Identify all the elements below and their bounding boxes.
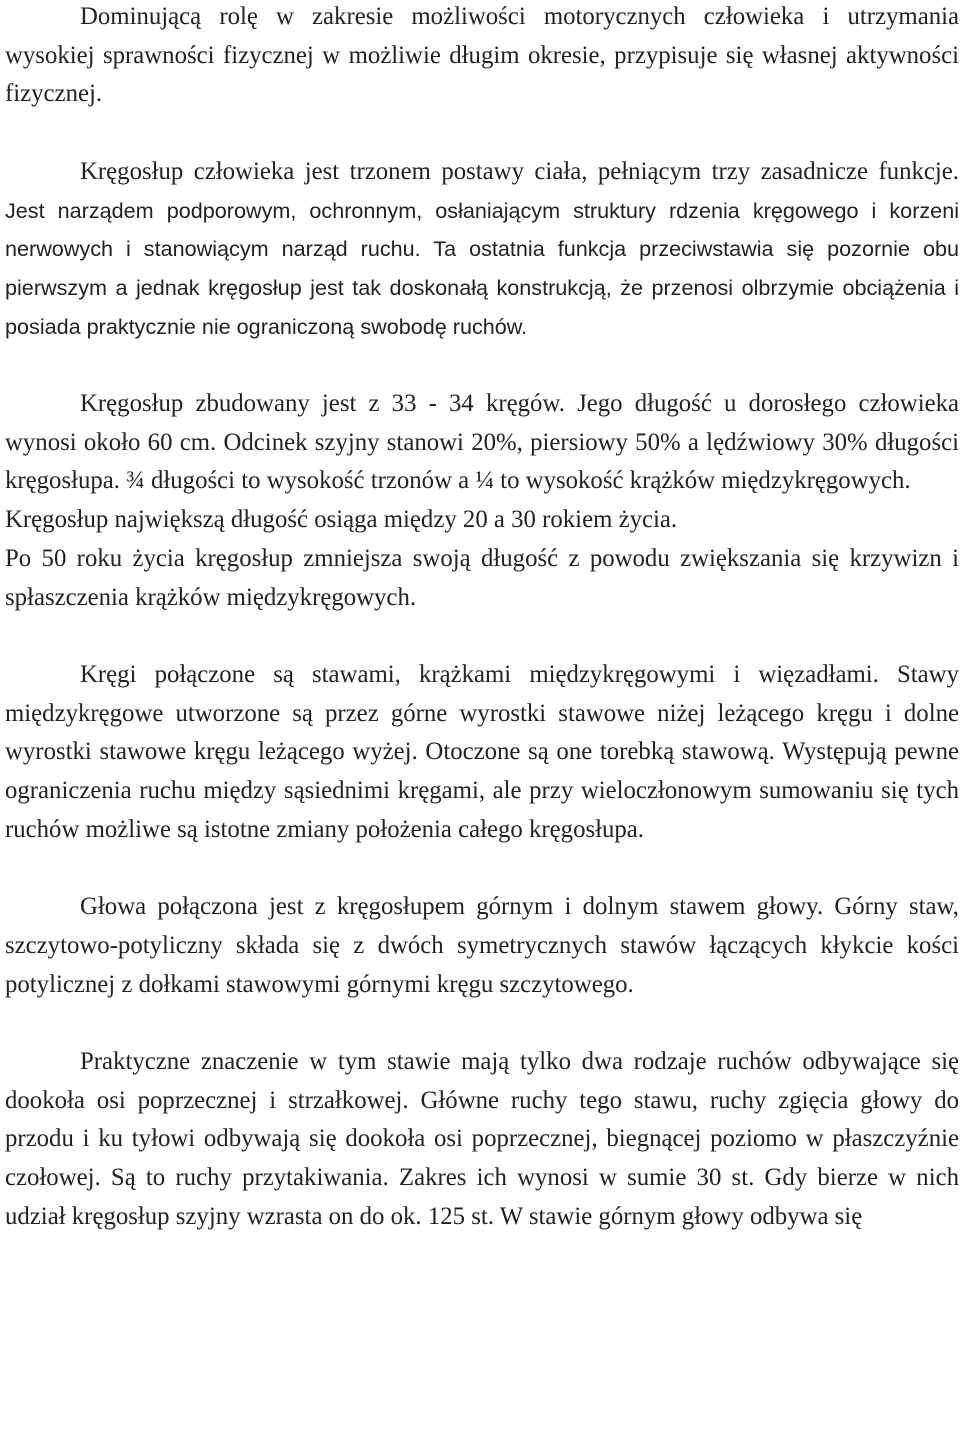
document-page <box>5 0 959 1236</box>
paragraph-gap <box>5 114 959 153</box>
spine-functions-intro: Kręgosłup człowieka jest trzonem postawy ciała, pełniącym trzy zasadnicze funkcje. <box>80 157 959 185</box>
paragraph-vertebral-joints: Kręgi połączone są stawami, krążkami międzykręgowymi i więzadłami. Stawy międzykręgowe utworzone są przez górne wyrostki stawowe niżej leżącego kręgu i dolne wyrostki stawowe kręgu leżącego wyżej. Otoczone są one torebką stawową. Występują pewne ograniczenia ruchu między sąsiednimi kręgami, ale przy wieloczłonowym sumowaniu się tych ruchów możliwe są istotne zmiany położenia całego kręgosłupa. <box>5 660 959 843</box>
paragraph-head-joints: Głowa połączona jest z kręgosłupem górnym i dolnym stawem głowy. Górny staw, szczytowo-potyliczny składa się z dwóch symetrycznych stawów łączących kłykcie kości potylicznej z dołkami stawowymi górnymi kręgu szczytowego. <box>5 893 959 998</box>
paragraph-spine-structure: Kręgosłup zbudowany jest z 33 - 34 kręgów. Jego długość u dorosłego człowieka wynosi około 60 cm. Odcinek szyjny stanowi 20%, piersiowy 50% a lędźwiowy 30% długości kręgosłupa. ¾ długości to wysokość trzonów a ¼ to wysokość krążków międzykręgowych. <box>5 390 959 495</box>
spine-functions-detail: Jest narządem podporowym, ochronnym, osłaniającym struktury rdzenia kręgowego i korzeni nerwowych i stanowiącym narząd ruchu. Ta ostatnia funkcja przeciwstawia się pozornie obu pierwszym a jednak kręgosłup jest tak doskonałą konstrukcją, że przenosi olbrzymie obciążenia i posiada praktycznie nie ograniczoną swobodę ruchów. <box>5 197 959 339</box>
paragraph-spine-aging: Po 50 roku życia kręgosłup zmniejsza swoją długość z powodu zwiększania się krzywizn i spłaszczenia krążków międzykręgowych. <box>5 544 959 611</box>
paragraph-gap <box>5 849 959 888</box>
paragraph-gap <box>5 1004 959 1043</box>
paragraph-joint-movements: Praktyczne znaczenie w tym stawie mają tylko dwa rodzaje ruchów odbywające się dookoła osi poprzecznej i strzałkowej. Główne ruchy tego stawu, ruchy zgięcia głowy do przodu i ku tyłowi odbywają się dookoła osi poprzecznej, biegnącej poziomo w płaszczyźnie czołowej. Są to ruchy przytakiwania. Zakres ich wynosi w sumie 30 st. Gdy bierze w nich udział kręgosłup szyjny wzrasta on do ok. 125 st. W stawie górnym głowy odbywa się <box>5 1047 959 1230</box>
paragraph-spine-max-length: Kręgosłup największą długość osiąga między 20 a 30 rokiem życia. <box>5 506 678 534</box>
paragraph-spine-functions <box>5 153 959 347</box>
paragraph-gap <box>5 346 959 385</box>
paragraph-motor-activity: Dominującą rolę w zakresie możliwości motorycznych człowieka i utrzymania wysokiej sprawności fizycznej w możliwie długim okresie, przypisuje się własnej aktywności fizycznej. <box>5 3 959 108</box>
paragraph-gap <box>5 617 959 656</box>
